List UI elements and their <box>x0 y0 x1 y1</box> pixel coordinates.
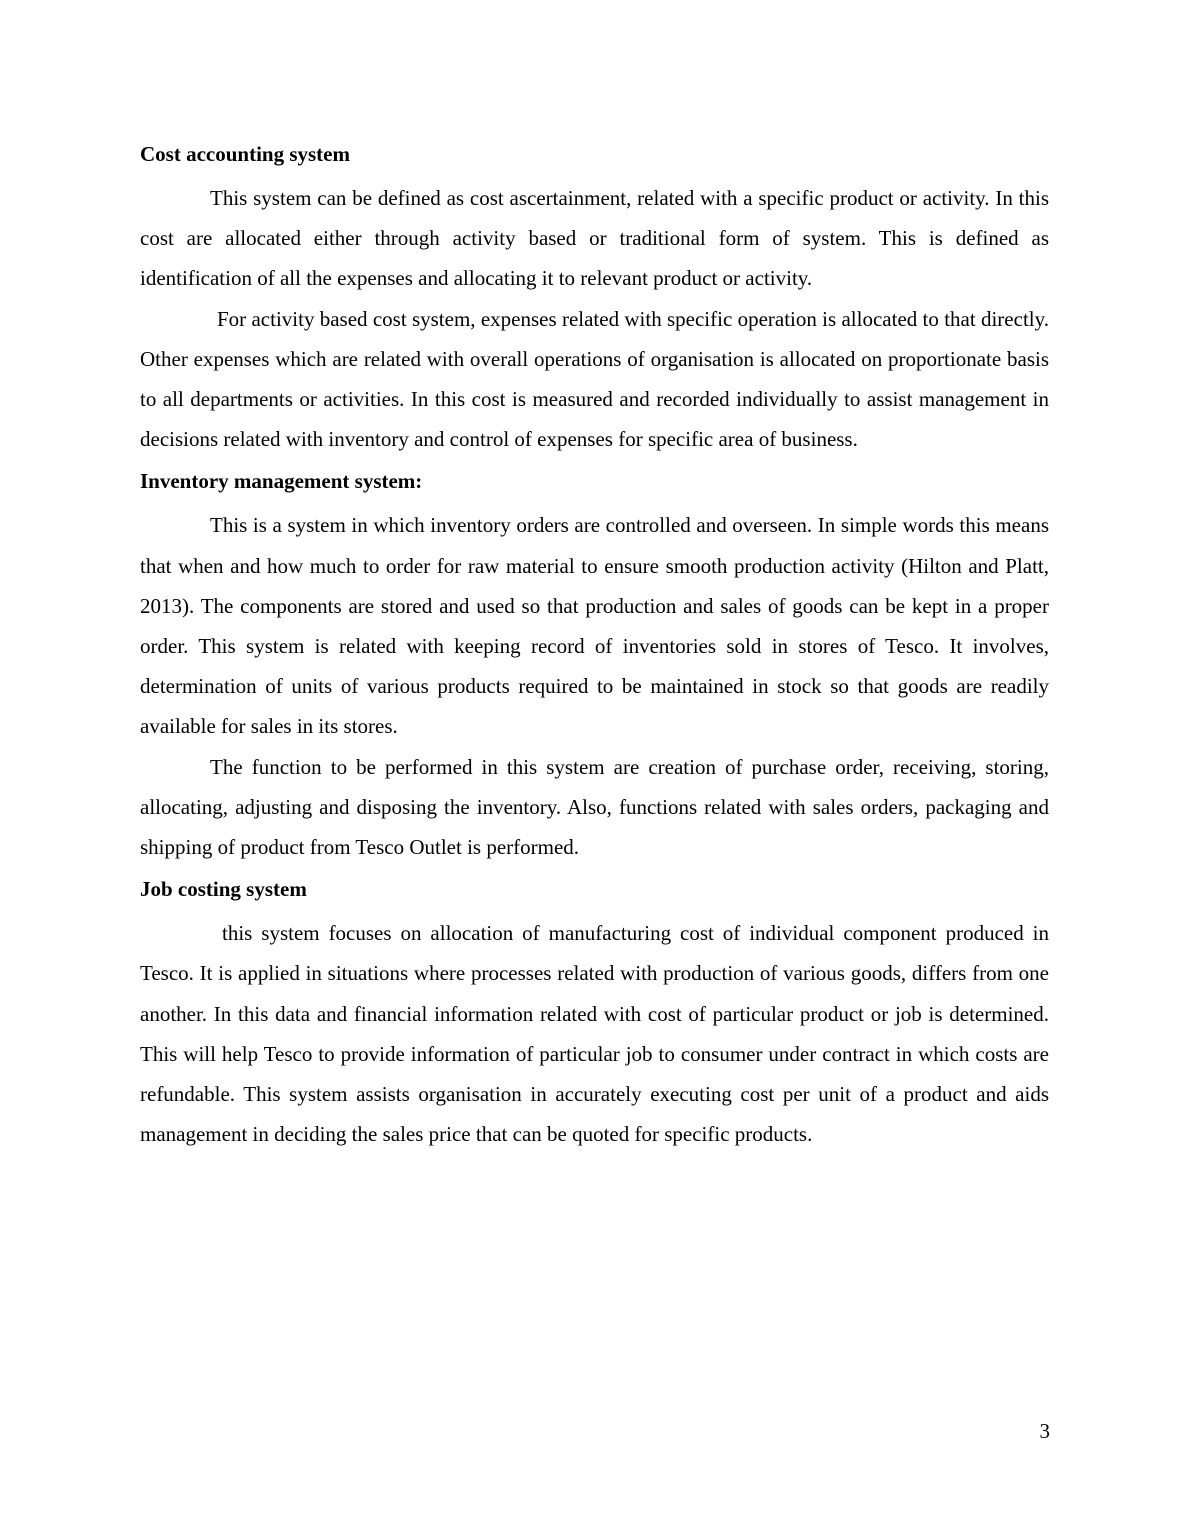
document-page <box>140 138 1049 1154</box>
section-cost-accounting <box>140 138 1049 459</box>
page-number: 3 <box>1039 1419 1050 1443</box>
section-job-costing <box>140 873 1049 1154</box>
section-inventory-management <box>140 465 1049 867</box>
paragraph: this system focuses on allocation of manufacturing cost of individual component produced in Tesco. It is applied in situations where processes related with production of various goods, differs from one another. In this data and financial information related with cost of particular product or job is determined. This will help Tesco to provide information of particular job to consumer under contract in which costs are refundable. This system assists organisation in accurately executing cost per unit of a product and aids management in deciding the sales price that can be quoted for specific products. <box>140 921 1049 1147</box>
section-heading: Job costing system <box>140 877 307 902</box>
paragraph: This is a system in which inventory orders are controlled and overseen. In simple words this means that when and how much to order for raw material to ensure smooth production activity (Hilton and Platt, 2013). The components are stored and used so that production and sales of goods can be kept in a proper order. This system is related with keeping record of inventories sold in stores of Tesco. It involves, determination of units of various products required to be maintained in stock so that goods are readily available for sales in its stores. <box>140 513 1049 739</box>
paragraph: This system can be defined as cost ascertainment, related with a specific product or activity. In this cost are allocated either through activity based or traditional form of system. This is defined as identification of all the expenses and allocating it to relevant product or activity. <box>140 186 1049 291</box>
section-heading: Inventory management system: <box>140 469 423 494</box>
section-heading: Cost accounting system <box>140 142 350 166</box>
paragraph: For activity based cost system, expenses related with specific operation is allocated to that directly. Other expenses which are related with overall operations of organisation is allocated on proportionate basis to all departments or activities. In this cost is measured and recorded individually to assist management in decisions related with inventory and control of expenses for specific area of business. <box>140 306 1049 452</box>
paragraph: The function to be performed in this system are creation of purchase order, receiving, storing, allocating, adjusting and disposing the inventory. Also, functions related with sales orders, packaging and shipping of product from Tesco Outlet is performed. <box>140 754 1049 860</box>
